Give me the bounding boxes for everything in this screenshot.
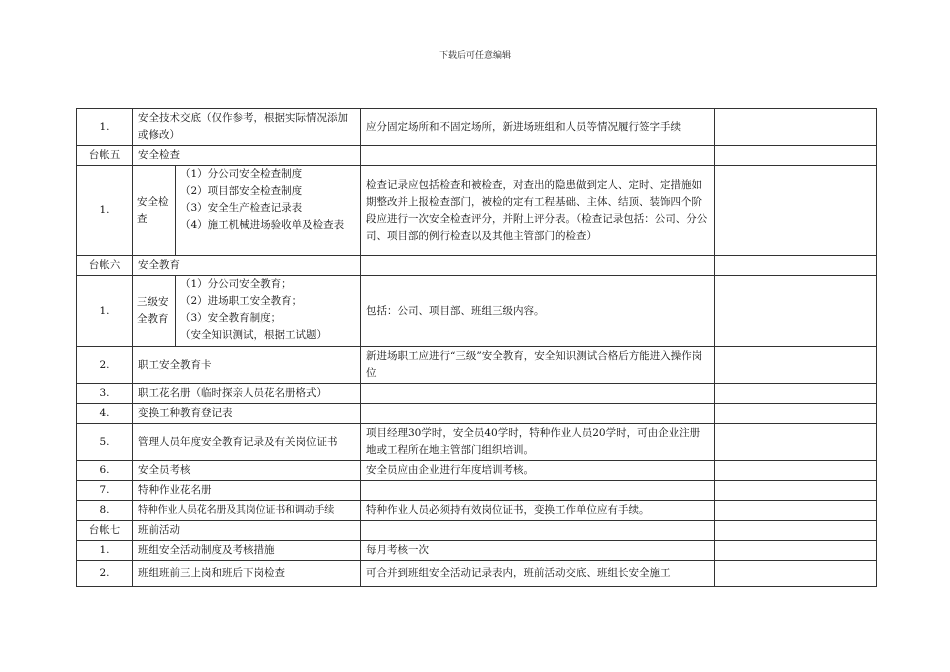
list-item: （3）安全教育制度；	[180, 312, 282, 324]
row-number: 4.	[77, 404, 133, 424]
ledger-number: 台帐五	[77, 146, 133, 166]
empty-cell	[715, 166, 877, 256]
empty-cell	[715, 276, 877, 347]
item-description: 每月考核一次	[361, 541, 715, 561]
item-list	[176, 276, 360, 344]
list-item: （4）施工机械进场验收单及检查表	[180, 219, 345, 231]
empty-cell	[715, 146, 877, 166]
table-row	[77, 561, 877, 587]
list-item: （1）分公司安全教育；	[180, 278, 292, 290]
item-name: 安全员考核	[133, 461, 361, 481]
empty-cell	[715, 461, 877, 481]
ledger-number: 台帐六	[77, 256, 133, 276]
item-label: 安全检查	[133, 166, 176, 255]
table-row	[77, 541, 877, 561]
item-description: 新进场职工应进行“三级”安全教育，安全知识测试合格后方能进入操作岗位	[361, 347, 715, 384]
empty-cell	[715, 521, 877, 541]
item-name: 变换工种教育登记表	[133, 404, 361, 424]
table-row	[77, 404, 877, 424]
row-number: 2.	[77, 347, 133, 384]
table-row	[77, 347, 877, 384]
item-description: 可合并到班组安全活动记录表内，班前活动交底、班组长安全施工	[361, 561, 715, 587]
item-name	[133, 166, 361, 256]
section-title: 安全教育	[133, 256, 361, 276]
ledger-number: 台帐七	[77, 521, 133, 541]
list-item: （安全知识测试，根据工试题）	[180, 329, 327, 341]
empty-cell	[715, 384, 877, 404]
item-name: 管理人员年度安全教育记录及有关岗位证书	[133, 424, 361, 461]
section-row	[77, 146, 877, 166]
item-description: 应分固定场所和不固定场所，新进场班组和人员等情况履行签字手续	[361, 109, 715, 146]
empty-cell	[715, 109, 877, 146]
item-description: 检查记录应包括检查和被检查，对查出的隐患做到定人、定时、定措施如期整改并上报检查部门，被检的定有工程基础、主体、结顶、装饰四个阶段应进行一次安全检查评分，并附上评分表。（检查记录包括：公司、分公司、项目部的例行检查以及其他主管部门的检查）	[361, 166, 715, 256]
list-item: （3）安全生产检查记录表	[180, 202, 303, 214]
item-name: 职工安全教育卡	[133, 347, 361, 384]
empty-cell	[715, 347, 877, 384]
empty-cell	[361, 256, 715, 276]
table-row	[77, 424, 877, 461]
empty-cell	[715, 424, 877, 461]
item-name: 班组安全活动制度及考核措施	[133, 541, 361, 561]
item-name: 特种作业人员花名册及其岗位证书和调动手续	[133, 501, 361, 521]
row-number: 1.	[77, 166, 133, 256]
list-item: （2）进场职工安全教育；	[180, 295, 303, 307]
section-row	[77, 256, 877, 276]
empty-cell	[715, 256, 877, 276]
item-list	[176, 166, 360, 255]
table-row	[77, 276, 877, 347]
section-title: 班前活动	[133, 521, 361, 541]
row-number: 1.	[77, 541, 133, 561]
empty-cell	[361, 521, 715, 541]
item-name: 特种作业花名册	[133, 481, 361, 501]
section-row	[77, 521, 877, 541]
section-title: 安全检查	[133, 146, 361, 166]
item-name	[133, 276, 361, 347]
row-number: 2.	[77, 561, 133, 587]
row-number: 1.	[77, 109, 133, 146]
item-description	[361, 404, 715, 424]
list-item: （2）项目部安全检查制度	[180, 185, 303, 197]
table-row	[77, 461, 877, 481]
row-number: 1.	[77, 276, 133, 347]
item-description	[361, 481, 715, 501]
item-name: 安全技术交底（仅作参考，根据实际情况添加或修改）	[133, 109, 361, 146]
row-number: 8.	[77, 501, 133, 521]
row-number: 3.	[77, 384, 133, 404]
empty-cell	[715, 541, 877, 561]
item-description: 项目经理30学时，安全员40学时，特种作业人员20学时，可由企业注册地或工程所在地主管部门组织培训。	[361, 424, 715, 461]
empty-cell	[715, 404, 877, 424]
empty-cell	[361, 146, 715, 166]
table-row	[77, 384, 877, 404]
table-row	[77, 481, 877, 501]
row-number: 7.	[77, 481, 133, 501]
empty-cell	[715, 501, 877, 521]
empty-cell	[715, 561, 877, 587]
item-name: 班组班前三上岗和班后下岗检查	[133, 561, 361, 587]
table-row	[77, 109, 877, 146]
table-row	[77, 501, 877, 521]
safety-ledger-table	[76, 108, 877, 587]
item-label: 三级安全教育	[133, 276, 176, 346]
list-item: （1）分公司安全检查制度	[180, 168, 303, 180]
row-number: 6.	[77, 461, 133, 481]
table-row	[77, 166, 877, 256]
item-description: 特种作业人员必须持有效岗位证书，变换工作单位应有手续。	[361, 501, 715, 521]
empty-cell	[715, 481, 877, 501]
item-name: 职工花名册（临时探亲人员花名册格式）	[133, 384, 361, 404]
row-number: 5.	[77, 424, 133, 461]
item-description	[361, 384, 715, 404]
item-description: 包括：公司、项目部、班组三级内容。	[361, 276, 715, 347]
page-header: 下载后可任意编辑	[438, 51, 511, 61]
item-description: 安全员应由企业进行年度培训考核。	[361, 461, 715, 481]
